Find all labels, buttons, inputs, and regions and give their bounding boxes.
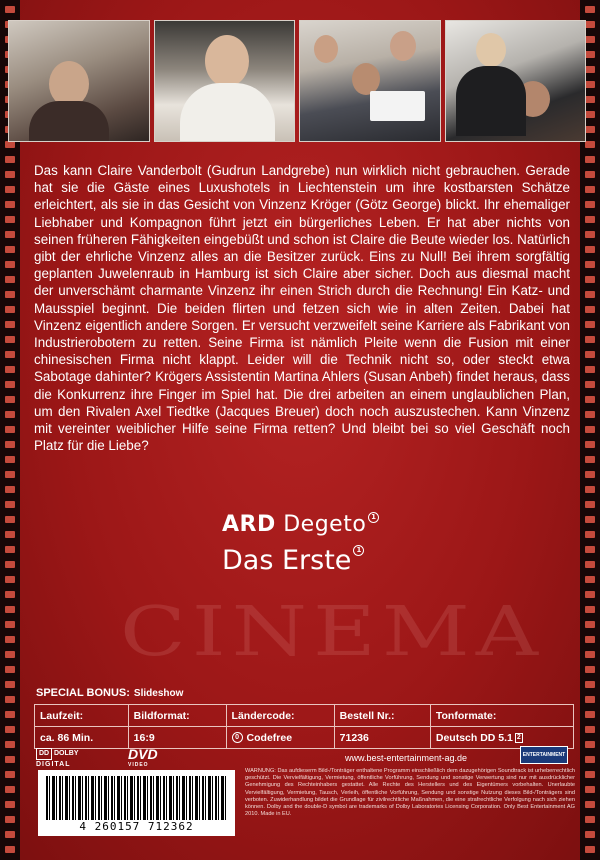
film-perforation: [585, 576, 595, 583]
legal-notice: WARNUNG: Das aufdieserm Bild-/Tonträger enthaltene Programm einschließlich dem dazugehörigen Soundtrack ist urheberrechtlich geschützt. Die Vervielfältigung, Vermietung, öffentliche Vorführung, Sendung und sonstige Verwertung sind nur mit ausdrücklicher Genehmigung des Rechteinhabers gestattet. Alle Rechte des Herstellers und des Eigentümers vorbehalten. Unerlaubte Vervielfältigung, Vermietung, Tausch, Verleih, öffentliche Vorführung, Sendung und sonstige Nutzung dieses Bild-/Tonträgers sind verboten. Zuwiderhandlung bildet die Grundlage für zivilrechtliche Maßnahmen, die eine strafrechtliche Verfolgung nach sich ziehen können. Dolby and the double-D symbol are trademarks of Dolby Laboratories Licensing Corporation. Only Best Entertainment AG 2010. Made in EU.: [245, 768, 575, 818]
film-perforation: [5, 651, 15, 658]
header-order: Bestell Nr.:: [334, 705, 430, 727]
film-perforation: [585, 666, 595, 673]
dolby-digital-logo: [36, 748, 79, 768]
barcode-bars: [46, 776, 227, 820]
order-value: 71236: [334, 727, 430, 749]
film-perforation: [5, 381, 15, 388]
film-perforation: [585, 516, 595, 523]
film-perforation: [5, 471, 15, 478]
film-perforation: [5, 396, 15, 403]
film-perforation: [585, 801, 595, 808]
audio-value: Deutsch DD 5.1: [435, 731, 513, 744]
dolby-dd-icon: DD: [36, 748, 52, 760]
film-perforation: [585, 186, 595, 193]
film-perforation: [585, 276, 595, 283]
film-perforation: [5, 816, 15, 823]
film-perforation: [585, 651, 595, 658]
film-perforation: [5, 561, 15, 568]
film-perforation: [585, 126, 595, 133]
film-perforation: [5, 666, 15, 673]
scene-photos: [8, 20, 586, 142]
barcode-number: 4 260157 712362: [79, 820, 194, 833]
region-value: Codefree: [246, 731, 293, 744]
film-perforation: [585, 411, 595, 418]
audio-box-icon: 2: [516, 733, 521, 741]
film-perforation: [585, 81, 595, 88]
film-perforation: [585, 546, 595, 553]
film-perforation: [585, 471, 595, 478]
film-perforation: [585, 486, 595, 493]
film-perforation: [585, 531, 595, 538]
degeto-logo-text: Degeto: [283, 512, 367, 537]
film-perforation: [5, 441, 15, 448]
film-perforation: [585, 141, 595, 148]
film-perforation: [585, 711, 595, 718]
film-perforation: [585, 51, 595, 58]
film-perforation: [585, 756, 595, 763]
info-value-row: [35, 727, 574, 749]
header-region: Ländercode:: [226, 705, 334, 727]
film-perforation: [585, 621, 595, 628]
film-perforation: [585, 366, 595, 373]
film-perforation: [5, 411, 15, 418]
film-perforation: [585, 456, 595, 463]
film-perforation: [585, 501, 595, 508]
film-perforation: [5, 141, 15, 148]
film-perforation: [585, 681, 595, 688]
film-perforation: [585, 561, 595, 568]
dvd-video-text: VIDEO: [128, 762, 149, 768]
film-perforation: [5, 546, 15, 553]
special-bonus-value: Slideshow: [133, 688, 184, 699]
dolby-digital-text: DIGITAL: [36, 761, 71, 768]
entertainment-logo: ENTERTAINMENT: [520, 746, 568, 764]
film-perforation: [585, 396, 595, 403]
film-perforation: [5, 321, 15, 328]
film-perforation: [5, 591, 15, 598]
film-perforation: [585, 846, 595, 853]
film-perforation: [585, 606, 595, 613]
film-perforation: [585, 21, 595, 28]
film-perforation: [5, 801, 15, 808]
website-url: www.best-entertainment-ag.de: [345, 753, 468, 763]
film-perforation: [5, 696, 15, 703]
film-perforation: [5, 246, 15, 253]
film-perforation: [5, 201, 15, 208]
film-perforation: [5, 711, 15, 718]
dvd-text: DVD: [128, 746, 158, 762]
film-perforation: [5, 351, 15, 358]
film-perforation: [5, 306, 15, 313]
film-perforation: [5, 366, 15, 373]
film-perforation: [5, 516, 15, 523]
film-perforation: [5, 231, 15, 238]
ard-logo-text: ARD: [222, 512, 276, 537]
scene-photo-2: [154, 20, 296, 142]
film-perforation: [5, 501, 15, 508]
film-perforation: [585, 351, 595, 358]
film-perforation: [5, 636, 15, 643]
film-perforation: [585, 381, 595, 388]
film-perforation: [5, 726, 15, 733]
film-perforation: [585, 261, 595, 268]
das-erste-text: Das Erste: [222, 545, 352, 576]
film-perforation: [585, 591, 595, 598]
film-perforation: [5, 171, 15, 178]
film-perforation: [585, 66, 595, 73]
synopsis-text: Das kann Claire Vanderbolt (Gudrun Landgrebe) nun wirklich nicht gebrauchen. Gerade hat sie die Gäste eines Luxushotels in Liechtenstein um ihre kostbarsten Schätze erleichtert, als sie in das Gesicht von Vinzenz Kröger (Götz George) blickt. Ihr ehemaliger Liebhaber und Kompagnon führt jetzt ein bürgerliches Leben. Er hat aber nichts von seinen früheren Fähigkeiten eingebüßt und schon ist Claire die Beute wieder los. Natürlich gibt der ehrliche Vinzenz alles an die Besitzer zurück. Eins zu Null! Bei ihrem sorgfältig geplanten Juwelenraub in Hamburg ist sich Claire aber sicher. Doch aus diesmal macht der unverschämt charmante Vinzenz ihr einen Strich durch die Rechnung! Ein Katz- und Mausspiel beginnt. Die beiden flirten und fetzen sich wie in alten Zeiten. Dabei hat Vinzenz eigentlich andere Sorgen. Er versucht verzweifelt seine Karriere als Fabrikant von Industrierobotern zu retten. Seine Firma ist nämlich Pleite wenn die Fusion mit einer chinesischen Firma nicht klappt. Leider will die Technik nicht so, oder steckt etwa Sabotage dahinter? Krögers Assistentin Martina Ahlers (Susan Anbeh) findet heraus, dass die Konkurrenz ihre Finger im Spiel hat. Die drei arbeiten an einem unglaublichen Plan, um den Rivalen Axel Tiedtke (Jacques Breuer) doch noch auszustechen. Kann Vinzenz mit vereinter weiblicher Hilfe seine Firma retten? Und bleibt bei so viel Geschäft noch Platz für die Liebe?: [34, 163, 570, 454]
film-perforation: [585, 291, 595, 298]
cinema-watermark: CINEMA: [120, 592, 544, 672]
film-perforation: [585, 741, 595, 748]
film-perforation: [585, 636, 595, 643]
film-perforation: [5, 336, 15, 343]
film-perforation: [5, 771, 15, 778]
film-perforation: [5, 156, 15, 163]
film-perforation: [5, 756, 15, 763]
film-perforation: [5, 216, 15, 223]
info-header-row: [35, 705, 574, 727]
film-perforation: [5, 426, 15, 433]
film-perforation: [585, 831, 595, 838]
region-code-icon: 0: [232, 732, 243, 743]
film-perforation: [585, 156, 595, 163]
format-value: 16:9: [128, 727, 226, 749]
film-perforation: [5, 621, 15, 628]
film-perforation: [5, 846, 15, 853]
film-perforation: [5, 186, 15, 193]
film-perforation: [585, 816, 595, 823]
film-perforation: [585, 6, 595, 13]
das-erste-logo: [222, 545, 364, 576]
barcode: [38, 770, 235, 836]
dvd-video-logo: [128, 746, 158, 768]
ard-degeto-logo: [222, 512, 379, 537]
film-perforation: [585, 306, 595, 313]
film-perforation: [5, 831, 15, 838]
film-perforation: [585, 771, 595, 778]
film-perforation: [5, 576, 15, 583]
film-perforation: [5, 456, 15, 463]
film-perforation: [585, 696, 595, 703]
film-perforation: [5, 261, 15, 268]
film-perforation: [585, 216, 595, 223]
film-perforation: [585, 111, 595, 118]
film-perforation: [585, 726, 595, 733]
technical-info-table: [34, 704, 574, 749]
film-perforation: [585, 426, 595, 433]
header-format: Bildformat:: [128, 705, 226, 727]
film-perforation: [585, 336, 595, 343]
film-perforation: [585, 231, 595, 238]
film-perforation: [5, 681, 15, 688]
film-perforation: [5, 606, 15, 613]
film-perforation: [585, 321, 595, 328]
film-perforation: [585, 96, 595, 103]
film-perforation: [5, 6, 15, 13]
runtime-value: ca. 86 Min.: [35, 727, 129, 749]
film-perforation: [5, 531, 15, 538]
scene-photo-1: [8, 20, 150, 142]
film-perforation: [585, 36, 595, 43]
erste-one-icon: 1: [353, 545, 364, 556]
film-perforation: [5, 276, 15, 283]
film-perforation: [585, 201, 595, 208]
ard-one-icon: 1: [368, 512, 379, 523]
film-perforation: [5, 291, 15, 298]
scene-photo-4: [445, 20, 587, 142]
special-bonus: [36, 687, 183, 699]
header-runtime: Laufzeit:: [35, 705, 129, 727]
film-perforation: [5, 486, 15, 493]
region-cell: [226, 727, 334, 749]
special-bonus-label: SPECIAL BONUS:: [36, 687, 130, 699]
dolby-text: DOLBY: [54, 750, 79, 757]
film-perforation: [585, 441, 595, 448]
film-perforation: [585, 786, 595, 793]
header-audio: Tonformate:: [430, 705, 573, 727]
film-perforation: [5, 741, 15, 748]
film-perforation: [585, 171, 595, 178]
film-perforation: [585, 246, 595, 253]
scene-photo-3: [299, 20, 441, 142]
film-perforation: [5, 786, 15, 793]
